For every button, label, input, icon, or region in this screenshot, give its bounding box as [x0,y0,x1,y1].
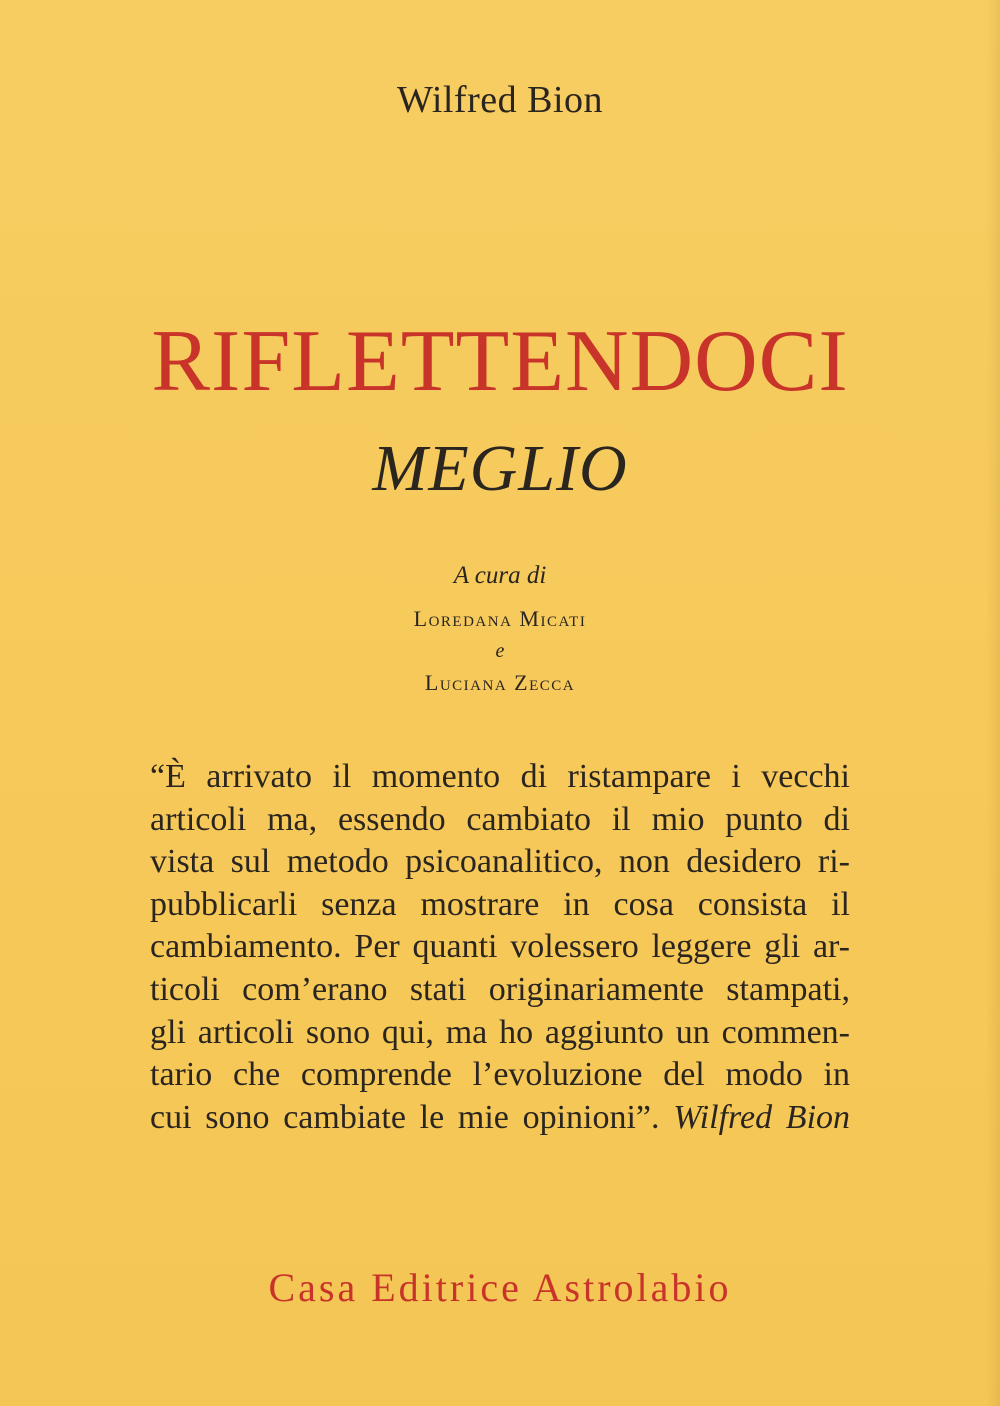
quote-line: pubblicarli senza mostrare in cosa consista il [150,885,850,923]
editor-name: Loredana Micati [413,606,587,631]
quote-last-line-text: cui sono cambiate le mie opinioni”. [150,1098,660,1136]
quote-last-line [150,1097,850,1140]
quote-attribution: Wilfred Bion [673,1098,851,1136]
quote-line: vista sul metodo psicoanalitico, non desidero ri- [150,843,850,881]
publisher-name: Casa Editrice Astrolabio [268,1265,732,1310]
editors-conjunction: e [495,640,505,662]
editor-name: Luciana Zecca [424,670,576,695]
book-subtitle: MEGLIO [372,432,628,505]
quote-line: tario che comprende l’evoluzione del modo in [150,1056,850,1094]
curated-by-label: A cura di [453,562,547,589]
author-name: Wilfred Bion [396,79,604,121]
cover-edge-shadow [986,0,1000,1406]
quote-line: cambiamento. Per quanti volessero leggere gli ar- [150,928,850,966]
book-title: RIFLETTENDOCI [151,313,849,410]
quote-line: articoli ma, essendo cambiato il mio punto di [150,800,850,838]
quote-line: ticoli com’erano stati originariamente stampati, [150,970,850,1008]
quote-line: “È arrivato il momento di ristampare i vecchi [150,758,850,795]
back-quote [150,756,850,1139]
quote-line: gli articoli sono qui, ma ho aggiunto un commen- [150,1013,850,1051]
